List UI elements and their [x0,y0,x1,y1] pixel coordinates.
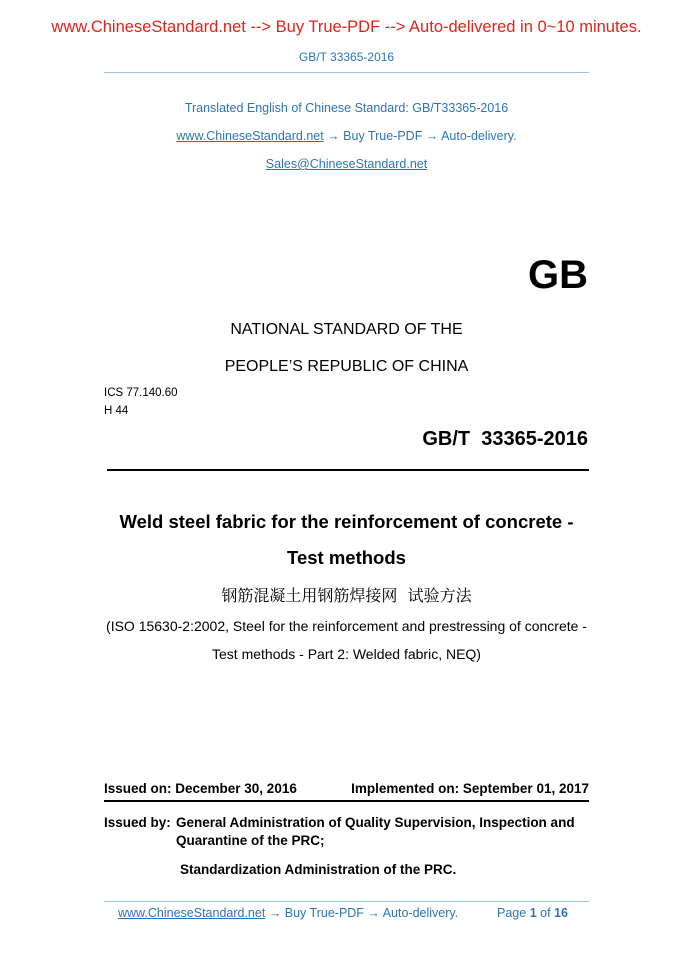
issued-by-line2: Quarantine of the PRC; [176,833,325,848]
iso-reference-line2: Test methods - Part 2: Welded fabric, NEQ) [212,646,481,662]
title-chinese: 钢筋混凝土用钢筋焊接网 试验方法 [221,586,472,605]
buy-line [0,129,693,143]
footer-buy-line [118,906,458,920]
header-divider [104,72,589,73]
gb-mark: GB [528,253,588,297]
page-indicator [497,906,568,920]
site-link[interactable]: www.ChineseStandard.net [176,129,324,143]
issued-by-line3: Standardization Administration of the PRC. [180,862,457,877]
h-code: H 44 [104,405,129,417]
implemented-on-date: Implemented on: September 01, 2017 [351,781,589,796]
dates-divider [104,800,589,802]
iso-reference-line1: (ISO 15630-2:2002, Steel for the reinforcement and prestressing of concrete - [106,618,587,634]
ics-code: ICS 77.140.60 [104,387,178,399]
page-label: Page [497,906,527,920]
buy-text: → Buy True-PDF → Auto-delivery. [323,129,517,143]
of-label: of [540,906,551,920]
national-standard-line1: NATIONAL STANDARD OF THE [230,321,463,338]
email-line [0,157,693,171]
page-total: 16 [554,906,568,920]
national-standard-line2: PEOPLE’S REPUBLIC OF CHINA [224,358,469,375]
email-link[interactable]: Sales@ChineseStandard.net [265,157,428,171]
footer-divider [104,901,589,902]
header-standard-number: GB/T 33365-2016 [298,50,395,64]
footer-site-link[interactable]: www.ChineseStandard.net [118,906,266,920]
issued-by-line1: General Administration of Quality Supervision, Inspection and [176,815,575,830]
title-english-line1: Weld steel fabric for the reinforcement of concrete - [119,511,574,532]
footer-buy-text: → Buy True-PDF → Auto-delivery. [265,906,459,920]
translated-line: Translated English of Chinese Standard: GB/T33365-2016 [184,101,509,115]
standard-number: GB/T 33365-2016 [422,428,588,450]
top-banner[interactable]: www.ChineseStandard.net --> Buy True-PDF --> Auto-delivered in 0~10 minutes. [51,18,642,36]
issued-on-date: Issued on: December 30, 2016 [104,781,297,796]
issued-by-label: Issued by: [104,815,171,830]
page-number: 1 [529,906,537,920]
title-english-line2: Test methods [287,547,406,568]
title-divider [107,469,589,471]
